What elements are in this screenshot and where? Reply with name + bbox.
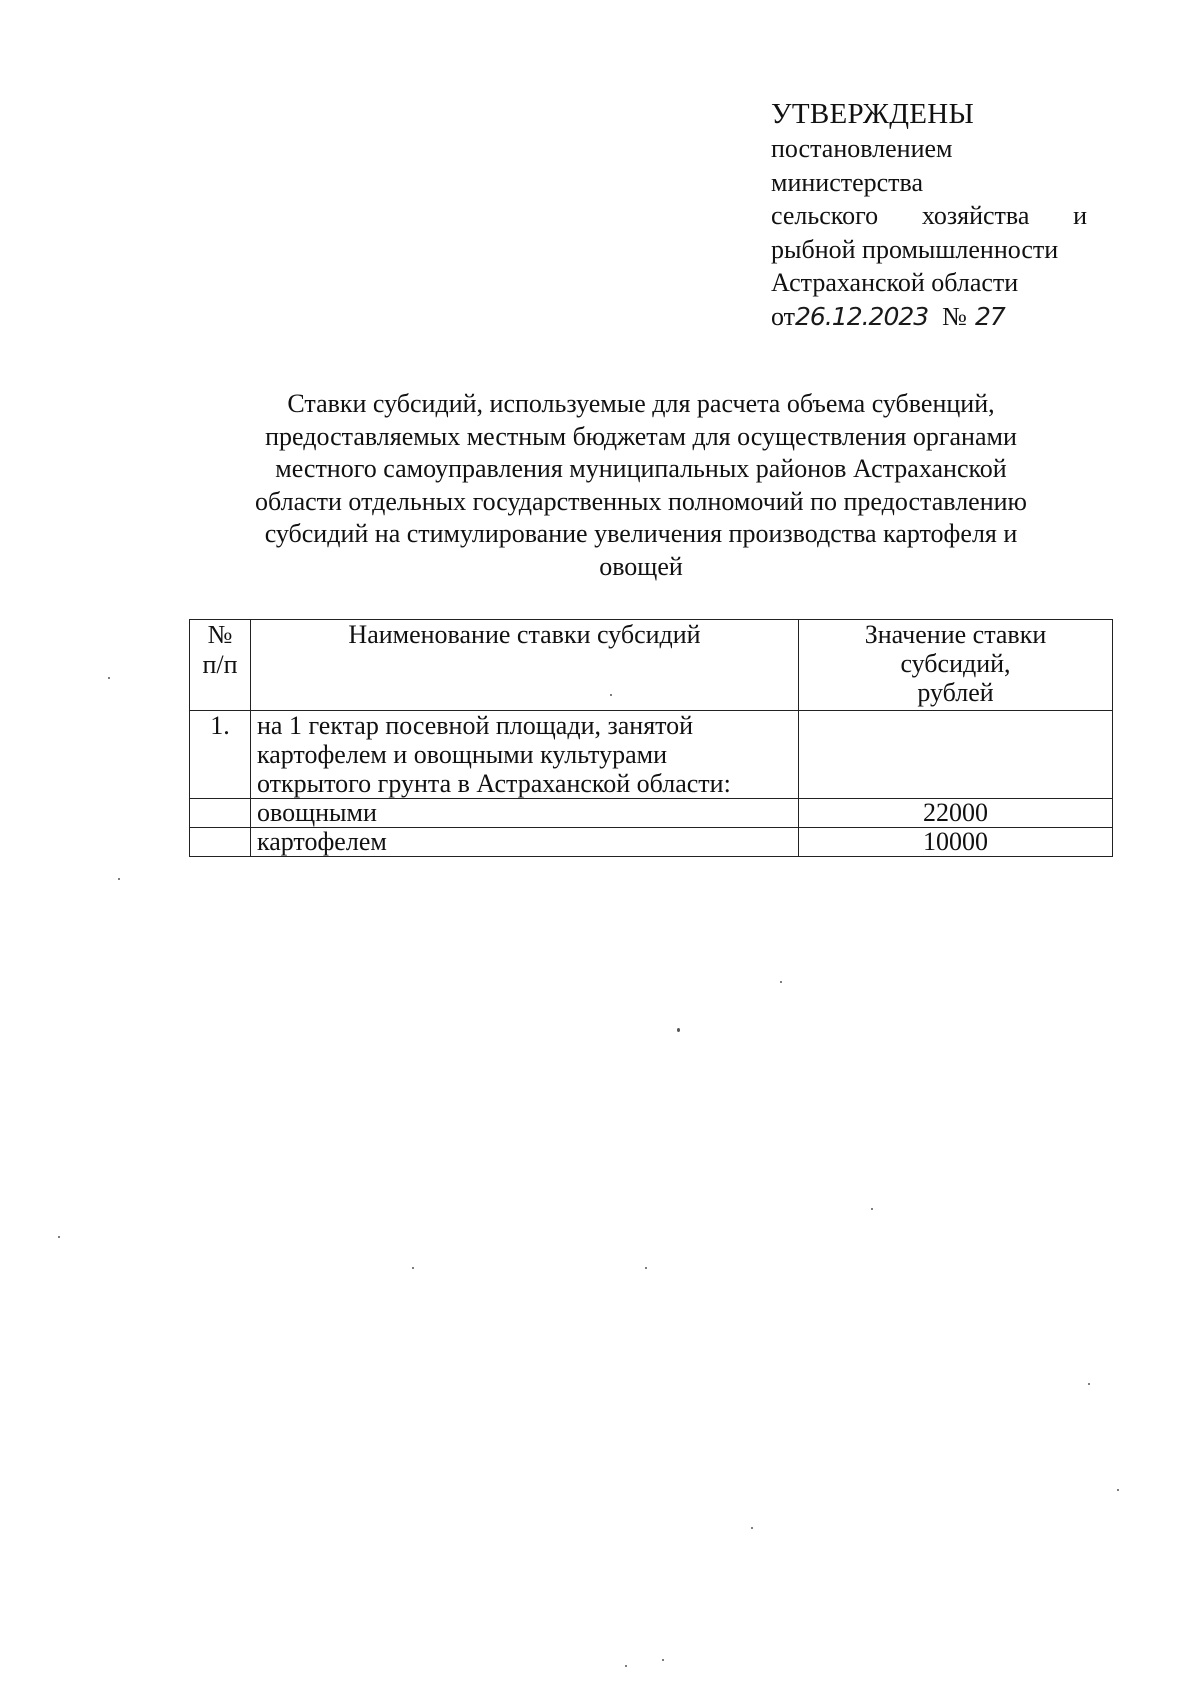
approval-line-ministry: министерства [771, 167, 924, 197]
scan-speck [645, 1267, 647, 1269]
scan-speck [118, 878, 120, 880]
row-value: 10000 [799, 828, 1113, 857]
row-value [799, 711, 1113, 799]
document-title-line: овощей [599, 551, 683, 581]
table-row [190, 711, 1113, 799]
row-name: овощными [251, 799, 799, 828]
row-number [190, 799, 251, 828]
header-value-line: Значение ставки [864, 620, 1047, 649]
table-header-row [190, 620, 1113, 711]
scan-speck [412, 1267, 414, 1269]
header-rate-value [799, 620, 1113, 711]
row-name [251, 711, 799, 799]
document-title-line: предоставляемых местным бюджетам для осуществления органами [265, 421, 1017, 451]
approval-line-resolution: постановлением [771, 134, 953, 163]
number-sign: № [942, 301, 967, 331]
approval-title: УТВЕРЖДЕНЫ [771, 98, 975, 130]
approval-stamp-block [771, 96, 1087, 333]
approval-line-region: Астраханской области [771, 268, 1019, 297]
scan-speck [58, 1236, 60, 1238]
scan-speck [751, 1527, 753, 1529]
row-name-line: открытого грунта в Астраханской области: [257, 769, 731, 798]
table-row [190, 828, 1113, 857]
header-value-line: рублей [917, 678, 994, 707]
approval-word-and: и [1073, 201, 1087, 230]
header-value-line: субсидий, [900, 649, 1011, 678]
header-number-abbr: п/п [202, 650, 238, 679]
header-number [190, 620, 251, 711]
scan-speck [1088, 1383, 1090, 1385]
scan-speck [108, 677, 110, 679]
scan-speck [662, 1659, 664, 1661]
row-name: картофелем [251, 828, 799, 857]
scan-speck [610, 694, 612, 696]
row-name-line: картофелем и овощными культурами [257, 740, 667, 769]
document-title-line: Ставки субсидий, используемые для расчета объема субвенций, [287, 389, 995, 418]
date-prefix: от [771, 301, 796, 331]
row-number [190, 828, 251, 857]
document-title-line: местного самоуправления муниципальных районов Астраханской [275, 454, 1007, 483]
row-value: 22000 [799, 799, 1113, 828]
document-title-line: области отдельных государственных полномочий по предоставлению [255, 486, 1027, 516]
approval-line-agriculture [771, 199, 1087, 233]
handwritten-number: 27 [974, 301, 1005, 331]
scan-speck [1117, 1489, 1119, 1491]
approval-date-line [771, 300, 1087, 334]
header-number-spacer [196, 680, 244, 710]
document-title-line: субсидий на стимулирование увеличения производства картофеля и [264, 519, 1018, 548]
subsidy-rates-table [189, 619, 1113, 857]
scan-speck [625, 1665, 627, 1667]
approval-line-fishery: рыбной промышленности [771, 234, 1059, 264]
row-name-line: на 1 гектар посевной площади, занятой [257, 711, 694, 740]
header-number-sign: № [207, 620, 233, 649]
document-title [206, 388, 1076, 583]
header-rate-name: Наименование ставки субсидий [251, 620, 799, 711]
table-row [190, 799, 1113, 828]
approval-word-agricultural: сельского [771, 201, 879, 230]
handwritten-date: 26.12.2023 [795, 301, 929, 331]
scan-speck [677, 1028, 680, 1032]
approval-word-economy: хозяйства [921, 201, 1030, 230]
scan-speck [871, 1208, 873, 1210]
row-number: 1. [190, 711, 251, 799]
scan-speck [780, 981, 782, 983]
